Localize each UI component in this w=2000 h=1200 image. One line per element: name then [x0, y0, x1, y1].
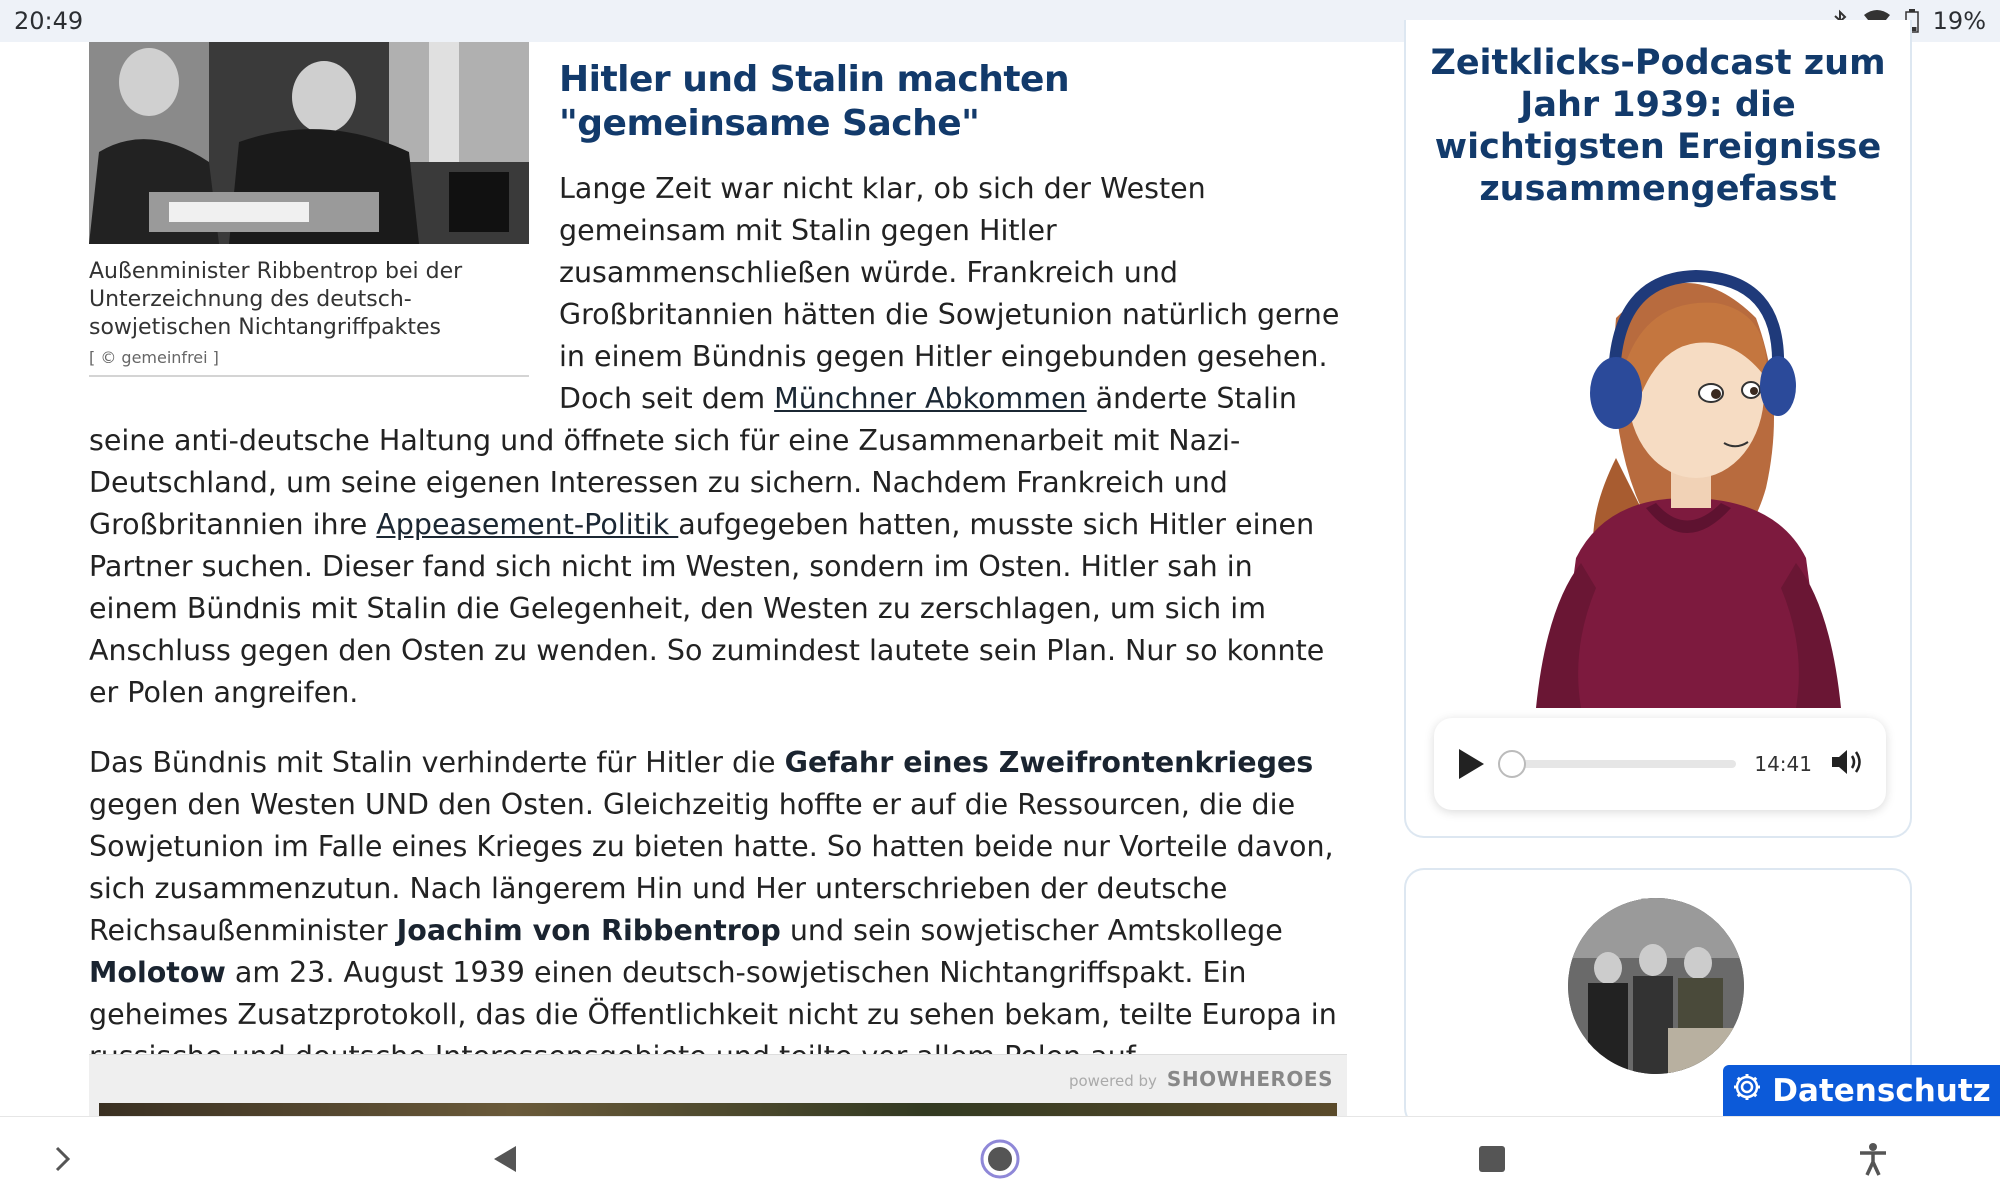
powered-by-text: powered by [1068, 1072, 1157, 1090]
p2-text-4: am 23. August 1939 einen deutsch-sowjetischen Nichtangriffspakt. Ein geheimes Zusatzprotokoll, das die Öffentlichkeit nicht zu sehen bekam, teilte Europa in [89, 956, 1337, 1031]
link-appeasement-politik[interactable]: Appeasement-Politik [376, 508, 679, 541]
figure-caption: Außenminister Ribbentrop bei der Unterzeichnung des deutsch-sowjetischen Nichtangriffpaktes [89, 259, 463, 340]
recents-icon[interactable] [1457, 1117, 1527, 1200]
p2-text-1: Das Bündnis mit Stalin verhinderte für Hitler die [89, 746, 785, 779]
p1-text-3: aufgegeben hatten, musste sich Hitler einen Partner suchen. Dieser fand sich nicht im Westen, sondern im Osten. Hitler sah in einem Bündnis mit Stalin die Gelegenheit, den Westen zu zerschlagen, um sich im Anschluss gegen den Osten zu wenden. So zumindest lautete sein Plan. Nur so konnte er Polen angreifen. [89, 508, 1325, 709]
figure-credit: [ © gemeinfrei ] [89, 348, 219, 367]
p2-bold-2: Joachim von Ribbentrop [396, 914, 781, 947]
navigation-bar [0, 1116, 2000, 1200]
back-icon[interactable] [470, 1117, 540, 1200]
p1-text-1: Lange Zeit war nicht klar, ob sich der Westen gemeinsam mit Stalin gegen Hitler zusammenschließen würde. Frankreich und Großbritannien hätten die Sowjetunion natürlich gerne in einem Bündnis gegen Hitler eingebunden gesehen. Doch seit dem [559, 172, 1340, 415]
datenschutz-button[interactable] [1723, 1065, 2000, 1117]
play-icon[interactable] [1456, 747, 1486, 781]
podcast-character-illustration [1496, 258, 1876, 708]
volume-icon[interactable] [1830, 747, 1864, 782]
gear-icon [1732, 1072, 1762, 1110]
home-icon[interactable] [965, 1117, 1035, 1200]
datenschutz-label: Datenschutz [1772, 1073, 1991, 1109]
audio-player [1434, 718, 1886, 810]
p2-text-3: und sein sowjetischer Amtskollege [780, 914, 1283, 947]
audio-progress-knob[interactable] [1498, 750, 1526, 778]
audio-progress-slider[interactable] [1504, 760, 1736, 768]
battery-level: 19% [1932, 7, 1986, 35]
link-muenchner-abkommen[interactable]: Münchner Abkommen [774, 382, 1087, 415]
accessibility-icon[interactable] [1838, 1117, 1908, 1200]
p2-bold-1: Gefahr eines Zweifrontenkrieges [784, 746, 1314, 779]
p2-bold-3: Molotow [89, 956, 226, 989]
p2-text-2: gegen den Westen UND den Osten. Gleichzeitig hoffte er auf die Ressourcen, die die Sowjetunion im Falle eines Krieges zu bieten hatte. So hatten beide nur Vorteile davon, sich zusammenzutun. Nach längerem Hin und Her unterschrieben der deutsche Reichsaußenminister [89, 788, 1334, 947]
powered-by [1069, 1067, 1333, 1091]
related-photo[interactable] [1568, 898, 1744, 1074]
showheroes-logo: SHOWHEROES [1166, 1067, 1333, 1091]
podcast-card [1404, 20, 1912, 838]
video-player[interactable] [89, 1054, 1347, 1116]
video-preview[interactable] [99, 1103, 1337, 1117]
podcast-title: Zeitklicks-Podcast zum Jahr 1939: die wichtigsten Ereignisse zusammengefasst [1430, 43, 1886, 209]
figure-photo[interactable] [89, 42, 529, 244]
p1-text-2: änderte Stalin seine anti-deutsche Haltung und öffnete sich für eine Zusammenarbeit mit Nazi-Deutschland, um seine eigenen Interessen zu sichern. Nachdem Frankreich und Großbritannien ihre [89, 382, 1297, 541]
audio-duration: 14:41 [1754, 752, 1812, 776]
article [89, 42, 1347, 1078]
article-figure [89, 42, 529, 377]
chevron-right-icon[interactable] [28, 1117, 98, 1200]
status-time: 20:49 [14, 7, 84, 35]
article-paragraph-2 [89, 742, 1347, 1078]
article-heading: Hitler und Stalin machten "gemeinsame Sache" [559, 59, 1070, 144]
